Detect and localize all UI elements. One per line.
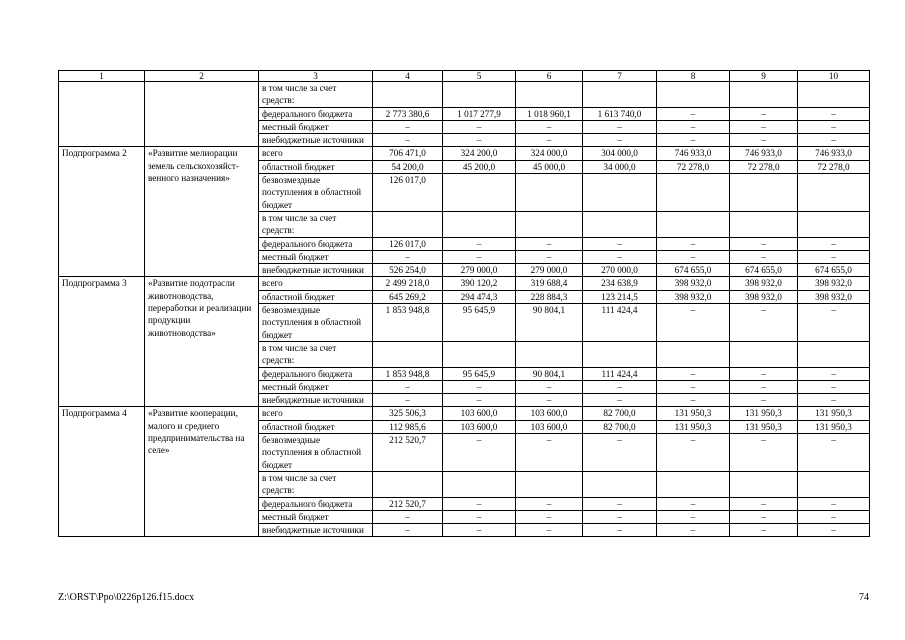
amount-cell: – — [583, 120, 657, 133]
amount-cell: 324 200,0 — [443, 147, 516, 160]
amount-cell: 126 017,0 — [373, 237, 443, 250]
amount-cell — [798, 174, 870, 212]
amount-cell: 304 000,0 — [583, 147, 657, 160]
amount-cell: – — [798, 394, 870, 407]
amount-cell: 90 804,1 — [516, 367, 583, 380]
funding-source-cell: в том числе за счет средств: — [259, 82, 373, 108]
amount-cell: 324 000,0 — [516, 147, 583, 160]
amount-cell: – — [657, 380, 730, 393]
funding-source-cell: в том числе за счет средств: — [259, 211, 373, 237]
program-code-cell — [59, 82, 145, 147]
amount-cell: 95 645,9 — [443, 367, 516, 380]
amount-cell: – — [583, 394, 657, 407]
amount-cell: – — [730, 250, 798, 263]
amount-cell: 126 017,0 — [373, 174, 443, 212]
amount-cell: – — [583, 434, 657, 472]
amount-cell: – — [798, 237, 870, 250]
amount-cell: – — [443, 237, 516, 250]
amount-cell: 279 000,0 — [443, 264, 516, 277]
amount-cell: 72 278,0 — [798, 160, 870, 173]
amount-cell — [798, 82, 870, 108]
amount-cell: – — [583, 524, 657, 537]
amount-cell: 706 471,0 — [373, 147, 443, 160]
amount-cell: 398 932,0 — [730, 290, 798, 303]
amount-cell: – — [798, 304, 870, 342]
amount-cell: – — [373, 380, 443, 393]
program-code-cell: Подпрограмма 2 — [59, 147, 145, 277]
budget-table — [58, 70, 870, 537]
funding-source-cell: безвозмездные поступления в областной бюджет — [259, 434, 373, 472]
amount-cell: – — [583, 510, 657, 523]
funding-source-cell: местный бюджет — [259, 250, 373, 263]
amount-cell: – — [516, 510, 583, 523]
column-header: 3 — [259, 71, 373, 82]
amount-cell: – — [657, 367, 730, 380]
amount-cell: – — [583, 380, 657, 393]
column-header: 2 — [145, 71, 259, 82]
amount-cell — [798, 211, 870, 237]
amount-cell: – — [443, 120, 516, 133]
amount-cell: 319 688,4 — [516, 277, 583, 290]
amount-cell: – — [443, 250, 516, 263]
column-header: 8 — [657, 71, 730, 82]
amount-cell: – — [583, 497, 657, 510]
amount-cell: – — [443, 510, 516, 523]
budget-table-page — [58, 70, 869, 537]
table-row — [59, 407, 870, 420]
amount-cell: 1 018 960,1 — [516, 107, 583, 120]
amount-cell: 112 985,6 — [373, 420, 443, 433]
amount-cell: – — [583, 237, 657, 250]
amount-cell: 234 638,9 — [583, 277, 657, 290]
amount-cell: – — [373, 250, 443, 263]
amount-cell: 270 000,0 — [583, 264, 657, 277]
amount-cell — [583, 174, 657, 212]
funding-source-cell: федерального бюджета — [259, 237, 373, 250]
amount-cell: – — [730, 107, 798, 120]
column-header: 1 — [59, 71, 145, 82]
amount-cell: – — [798, 510, 870, 523]
amount-cell: 54 200,0 — [373, 160, 443, 173]
amount-cell: – — [730, 367, 798, 380]
funding-source-cell: в том числе за счет средств: — [259, 341, 373, 367]
amount-cell: – — [657, 107, 730, 120]
amount-cell: – — [373, 394, 443, 407]
amount-cell: 111 424,4 — [583, 304, 657, 342]
table-row — [59, 147, 870, 160]
footer-file-path: Z:\ORST\Ppo\0226p126.f15.docx — [58, 592, 195, 603]
amount-cell: 212 520,7 — [373, 434, 443, 472]
funding-source-cell: федерального бюджета — [259, 497, 373, 510]
amount-cell — [443, 471, 516, 497]
amount-cell — [443, 174, 516, 212]
amount-cell: – — [730, 510, 798, 523]
amount-cell: 131 950,3 — [730, 420, 798, 433]
amount-cell — [583, 471, 657, 497]
funding-source-cell: областной бюджет — [259, 160, 373, 173]
table-row — [59, 82, 870, 108]
amount-cell: – — [798, 367, 870, 380]
amount-cell: – — [443, 497, 516, 510]
column-header: 4 — [373, 71, 443, 82]
amount-cell: 103 600,0 — [516, 420, 583, 433]
amount-cell: 45 200,0 — [443, 160, 516, 173]
amount-cell: 674 655,0 — [730, 264, 798, 277]
amount-cell — [583, 82, 657, 108]
amount-cell: – — [516, 237, 583, 250]
amount-cell: – — [730, 497, 798, 510]
amount-cell: – — [798, 434, 870, 472]
amount-cell — [730, 341, 798, 367]
program-code-cell: Подпрограмма 4 — [59, 407, 145, 537]
amount-cell — [657, 82, 730, 108]
column-header: 7 — [583, 71, 657, 82]
amount-cell — [730, 471, 798, 497]
amount-cell: 294 474,3 — [443, 290, 516, 303]
funding-source-cell: местный бюджет — [259, 510, 373, 523]
amount-cell — [443, 341, 516, 367]
program-name-cell: «Развитие мелиорации земель сельскохозяйст-венного назначения» — [145, 147, 259, 277]
amount-cell: 131 950,3 — [657, 407, 730, 420]
amount-cell: – — [798, 524, 870, 537]
amount-cell — [798, 471, 870, 497]
amount-cell: 746 933,0 — [798, 147, 870, 160]
funding-source-cell: внебюджетные источники — [259, 394, 373, 407]
amount-cell — [730, 211, 798, 237]
column-header: 5 — [443, 71, 516, 82]
amount-cell — [443, 211, 516, 237]
amount-cell: 103 600,0 — [516, 407, 583, 420]
amount-cell — [657, 211, 730, 237]
column-header: 6 — [516, 71, 583, 82]
amount-cell: 746 933,0 — [657, 147, 730, 160]
amount-cell: – — [657, 134, 730, 147]
amount-cell: – — [657, 394, 730, 407]
amount-cell: – — [583, 250, 657, 263]
amount-cell — [583, 211, 657, 237]
amount-cell: 212 520,7 — [373, 497, 443, 510]
amount-cell: – — [443, 394, 516, 407]
amount-cell: 131 950,3 — [798, 407, 870, 420]
amount-cell: – — [730, 304, 798, 342]
amount-cell — [373, 341, 443, 367]
amount-cell — [798, 341, 870, 367]
funding-source-cell: всего — [259, 147, 373, 160]
amount-cell: 390 120,2 — [443, 277, 516, 290]
amount-cell: 131 950,3 — [730, 407, 798, 420]
amount-cell: – — [798, 134, 870, 147]
amount-cell: 1 613 740,0 — [583, 107, 657, 120]
amount-cell — [443, 82, 516, 108]
amount-cell: – — [657, 304, 730, 342]
table-row — [59, 277, 870, 290]
funding-source-cell: областной бюджет — [259, 420, 373, 433]
amount-cell: – — [443, 134, 516, 147]
amount-cell: – — [516, 434, 583, 472]
amount-cell: 72 278,0 — [730, 160, 798, 173]
amount-cell: 279 000,0 — [516, 264, 583, 277]
amount-cell: 674 655,0 — [798, 264, 870, 277]
amount-cell: – — [516, 497, 583, 510]
amount-cell: – — [730, 237, 798, 250]
amount-cell: – — [516, 380, 583, 393]
amount-cell: – — [730, 380, 798, 393]
funding-source-cell: федерального бюджета — [259, 107, 373, 120]
amount-cell: 123 214,5 — [583, 290, 657, 303]
amount-cell: – — [516, 250, 583, 263]
amount-cell: – — [516, 134, 583, 147]
program-name-cell — [145, 82, 259, 147]
amount-cell: 82 700,0 — [583, 420, 657, 433]
amount-cell: 111 424,4 — [583, 367, 657, 380]
amount-cell — [583, 341, 657, 367]
amount-cell: 674 655,0 — [657, 264, 730, 277]
amount-cell — [657, 471, 730, 497]
amount-cell: – — [730, 134, 798, 147]
amount-cell: – — [730, 524, 798, 537]
amount-cell: – — [443, 524, 516, 537]
amount-cell: – — [516, 120, 583, 133]
funding-source-cell: внебюджетные источники — [259, 134, 373, 147]
footer-page-number: 74 — [859, 592, 869, 603]
amount-cell: – — [798, 120, 870, 133]
funding-source-cell: местный бюджет — [259, 120, 373, 133]
program-name-cell: «Развитие подотрасли животноводства, переработки и реализации продукции животноводства» — [145, 277, 259, 407]
funding-source-cell: внебюджетные источники — [259, 524, 373, 537]
amount-cell: 82 700,0 — [583, 407, 657, 420]
amount-cell: 325 506,3 — [373, 407, 443, 420]
amount-cell — [516, 82, 583, 108]
amount-cell — [516, 471, 583, 497]
amount-cell: 645 269,2 — [373, 290, 443, 303]
amount-cell: – — [798, 107, 870, 120]
amount-cell: – — [443, 434, 516, 472]
amount-cell — [373, 471, 443, 497]
amount-cell: – — [657, 434, 730, 472]
amount-cell — [373, 211, 443, 237]
funding-source-cell: безвозмездные поступления в областной бюджет — [259, 174, 373, 212]
amount-cell: 2 499 218,0 — [373, 277, 443, 290]
amount-cell: – — [657, 510, 730, 523]
amount-cell: – — [730, 434, 798, 472]
amount-cell: – — [373, 524, 443, 537]
amount-cell: – — [657, 237, 730, 250]
amount-cell: 103 600,0 — [443, 420, 516, 433]
amount-cell: – — [373, 510, 443, 523]
program-code-cell: Подпрограмма 3 — [59, 277, 145, 407]
amount-cell: – — [657, 120, 730, 133]
amount-cell — [730, 82, 798, 108]
amount-cell: 398 932,0 — [798, 277, 870, 290]
amount-cell: – — [798, 497, 870, 510]
funding-source-cell: безвозмездные поступления в областной бюджет — [259, 304, 373, 342]
amount-cell: – — [798, 380, 870, 393]
amount-cell: – — [373, 120, 443, 133]
amount-cell: 1 853 948,8 — [373, 367, 443, 380]
program-name-cell: «Развитие кооперации, малого и среднего предпринимательства на селе» — [145, 407, 259, 537]
amount-cell — [657, 174, 730, 212]
amount-cell: 95 645,9 — [443, 304, 516, 342]
amount-cell: 1 853 948,8 — [373, 304, 443, 342]
funding-source-cell: внебюджетные источники — [259, 264, 373, 277]
amount-cell: – — [373, 134, 443, 147]
amount-cell: 131 950,3 — [657, 420, 730, 433]
amount-cell: 228 884,3 — [516, 290, 583, 303]
amount-cell: 398 932,0 — [657, 277, 730, 290]
column-header: 9 — [730, 71, 798, 82]
amount-cell: – — [657, 497, 730, 510]
amount-cell: 398 932,0 — [657, 290, 730, 303]
amount-cell: – — [730, 394, 798, 407]
amount-cell: 398 932,0 — [798, 290, 870, 303]
amount-cell: – — [798, 250, 870, 263]
amount-cell: – — [583, 134, 657, 147]
amount-cell — [516, 341, 583, 367]
amount-cell — [373, 82, 443, 108]
amount-cell: 34 000,0 — [583, 160, 657, 173]
funding-source-cell: всего — [259, 277, 373, 290]
amount-cell: 45 000,0 — [516, 160, 583, 173]
amount-cell: 90 804,1 — [516, 304, 583, 342]
amount-cell: 746 933,0 — [730, 147, 798, 160]
amount-cell: 1 017 277,9 — [443, 107, 516, 120]
funding-source-cell: областной бюджет — [259, 290, 373, 303]
amount-cell: – — [443, 380, 516, 393]
amount-cell: – — [516, 394, 583, 407]
column-header: 10 — [798, 71, 870, 82]
amount-cell: – — [657, 250, 730, 263]
funding-source-cell: федерального бюджета — [259, 367, 373, 380]
amount-cell: – — [730, 120, 798, 133]
amount-cell: 398 932,0 — [730, 277, 798, 290]
amount-cell: 103 600,0 — [443, 407, 516, 420]
amount-cell: – — [516, 524, 583, 537]
funding-source-cell: в том числе за счет средств: — [259, 471, 373, 497]
amount-cell — [730, 174, 798, 212]
amount-cell — [657, 341, 730, 367]
funding-source-cell: всего — [259, 407, 373, 420]
amount-cell: 526 254,0 — [373, 264, 443, 277]
amount-cell: 2 773 380,6 — [373, 107, 443, 120]
table-header-row — [59, 71, 870, 82]
amount-cell: 131 950,3 — [798, 420, 870, 433]
amount-cell: 72 278,0 — [657, 160, 730, 173]
funding-source-cell: местный бюджет — [259, 380, 373, 393]
amount-cell — [516, 174, 583, 212]
amount-cell: – — [657, 524, 730, 537]
amount-cell — [516, 211, 583, 237]
